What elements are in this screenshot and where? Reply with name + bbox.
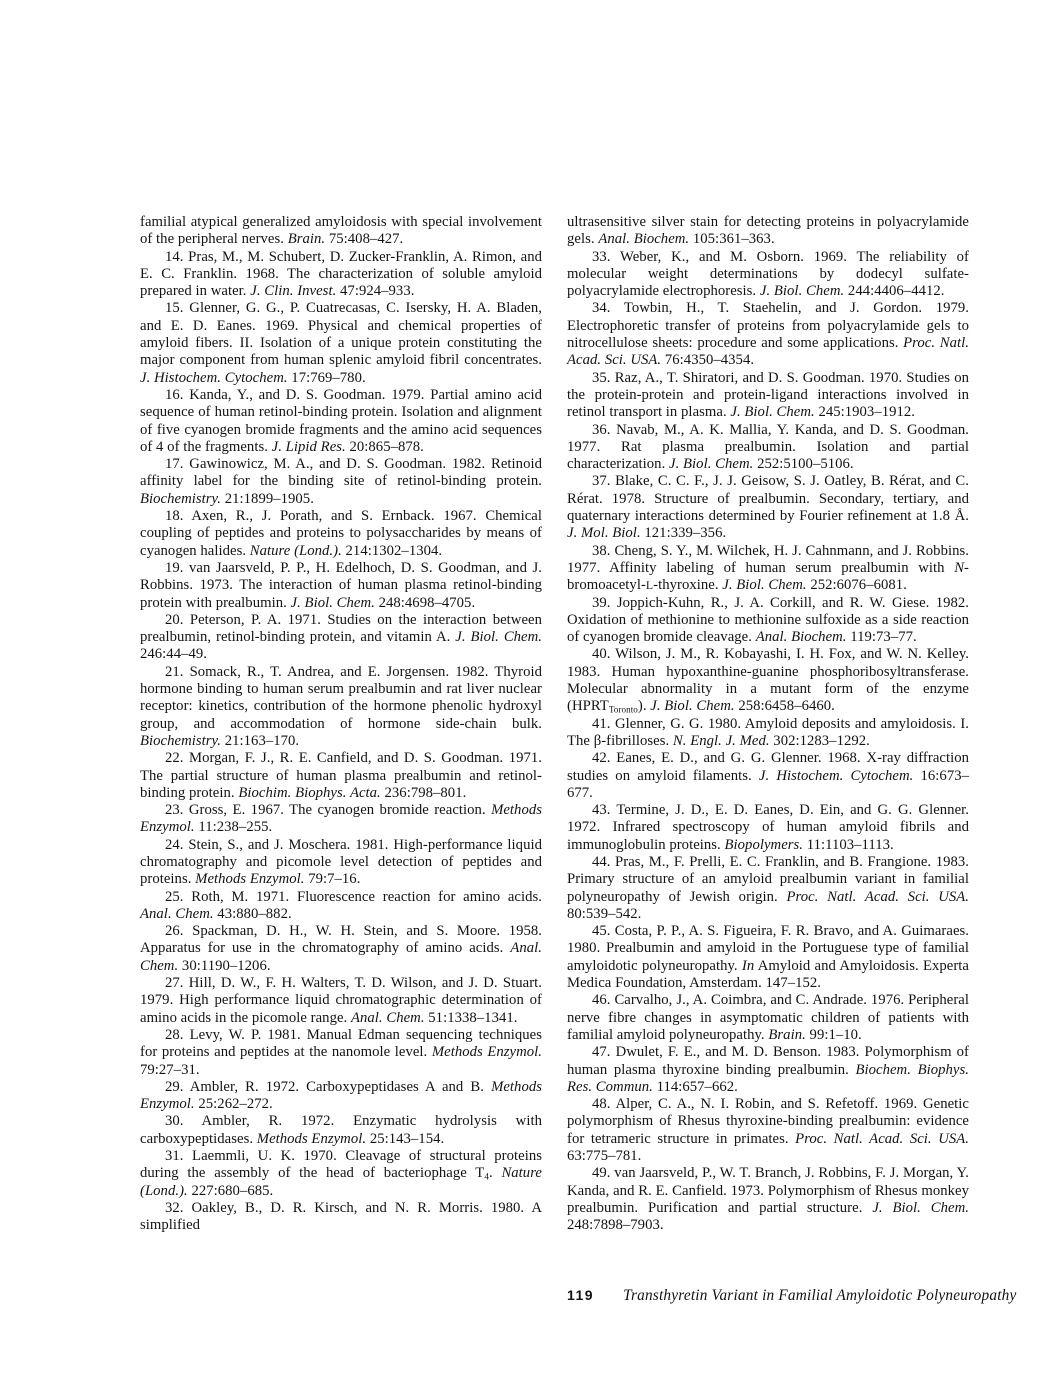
reference-entry — [140, 387, 542, 456]
reference-text: 302:1283–1292. — [769, 732, 870, 749]
journal-name-italic: J. Lipid Res. — [271, 438, 346, 455]
reference-entry — [140, 889, 542, 924]
journal-name-italic: Anal. Biochem. — [598, 231, 690, 248]
reference-text: 47. Dwulet, F. E., and M. D. Benson. 1983. Polymorphism of human plasma thyroxine binding prealbumin. — [567, 1044, 969, 1078]
reference-text: 40. Wilson, J. M., R. Kobayashi, I. H. Fox, and W. N. Kelley. 1983. Human hypoxanthine-guanine phosphoribosyltransferase. Molecular abnormality in a mutant form of the enzyme (HPRT — [567, 646, 969, 715]
journal-name-italic: Methods Enzymol. — [140, 1078, 542, 1113]
reference-entry — [567, 1165, 969, 1234]
journal-name-italic: Biochemistry. — [140, 490, 222, 507]
reference-text: 30. Ambler, R. 1972. Enzymatic hydrolysis with carboxypeptidases. — [140, 1113, 542, 1147]
reference-text: 244:4406–4412. — [844, 283, 945, 300]
reference-text: 19. van Jaarsveld, P. P., H. Edelhoch, D. S. Goodman, and J. Robbins. 1973. The interaction of human plasma retinol-binding protein with prealbumin. — [140, 559, 542, 611]
references-column-right — [567, 214, 969, 1235]
journal-name-italic: Proc. Natl. Acad. Sci. USA. — [786, 888, 970, 905]
reference-text: 17:769–780. — [287, 369, 366, 386]
reference-entry — [140, 837, 542, 889]
reference-entry — [140, 560, 542, 612]
reference-text: 22. Morgan, F. J., R. E. Canfield, and D. S. Goodman. 1971. The partial structure of human plasma prealbumin and retinol-binding protein. — [140, 750, 542, 801]
subscript-text: Toronto — [608, 704, 638, 715]
reference-text: 248:4698–4705. — [374, 594, 476, 611]
reference-entry — [567, 716, 969, 751]
reference-entry — [140, 1079, 542, 1114]
journal-name-italic: Anal. Chem. — [350, 1009, 425, 1026]
reference-entry — [140, 300, 542, 386]
journal-name-italic: Biochem. Biophys. Res. Commun. — [567, 1061, 969, 1095]
journal-name-italic: Brain. — [768, 1026, 806, 1043]
reference-entry — [140, 1113, 542, 1148]
journal-name-italic: Proc. Natl. Acad. Sci. USA. — [567, 335, 969, 369]
smallcap-text: L — [645, 579, 654, 593]
reference-text: 75:408–427. — [325, 231, 404, 248]
reference-entry — [567, 422, 969, 474]
reference-entry — [140, 456, 542, 508]
reference-text: 46. Carvalho, J., A. Coimbra, and C. Andrade. 1976. Peripheral nerve fibre changes in asymptomatic children of patients with familial amyloid polyneuropathy. — [567, 992, 969, 1043]
reference-text: -thyroxine. — [653, 577, 723, 594]
journal-name-italic: Methods Enzymol. — [195, 871, 305, 888]
journal-name-italic: Methods Enzymol. — [431, 1044, 542, 1061]
journal-name-italic: Nature (Lond.). — [249, 542, 342, 559]
reference-entry — [567, 1096, 969, 1165]
reference-text: 76:4350–4354. — [661, 352, 755, 369]
journal-name-italic: J. Biol. Chem. — [872, 1199, 969, 1216]
reference-text: 121:339–356. — [640, 525, 727, 542]
reference-text: . — [488, 1165, 502, 1182]
reference-text: 258:6458–6460. — [734, 698, 835, 715]
reference-entry — [140, 664, 542, 750]
reference-text: 16. Kanda, Y., and D. S. Goodman. 1979. Partial amino acid sequence of human retinol-binding protein. Isolation and alignment of five cyanogen bromide fragments and the amino acid sequences of 4 of the fragments. — [140, 386, 542, 455]
reference-text: familial atypical generalized amyloidosis with special involvement of the peripheral nerves. — [140, 214, 542, 248]
reference-text: 45. Costa, P. P., A. S. Figueira, F. R. Bravo, and A. Guimaraes. 1980. Prealbumin and amyloid in the Portuguese type of familial amyloidotic polyneuropathy. — [567, 923, 969, 974]
reference-entry — [567, 992, 969, 1044]
reference-entry — [567, 854, 969, 923]
reference-text: ultrasensitive silver stain for detecting proteins in polyacrylamide gels. — [567, 214, 969, 248]
journal-name-italic: J. Biol. Chem. — [722, 577, 807, 594]
reference-text: 21:1899–1905. — [221, 490, 314, 507]
journal-name-italic: Biochemistry. — [140, 732, 222, 749]
reference-text: 252:5100–5106. — [753, 456, 854, 473]
reference-entry — [567, 1044, 969, 1096]
reference-text: 236:798–801. — [380, 784, 467, 801]
reference-continuation — [140, 214, 542, 249]
journal-name-italic: J. Biol. Chem. — [290, 594, 375, 611]
reference-text: 39. Joppich-Kuhn, R., J. A. Corkill, and R. W. Giese. 1982. Oxidation of methionine to methionine sulfoxide as a side reaction of cyanogen bromide cleavage. — [567, 594, 969, 646]
journal-name-italic: Biopolymers. — [724, 836, 804, 853]
reference-entry — [140, 612, 542, 664]
journal-name-italic: J. Mol. Biol. — [567, 525, 641, 542]
page-footer — [567, 1287, 1017, 1305]
reference-text: 20:865–878. — [345, 438, 424, 455]
reference-entry — [140, 249, 542, 301]
subscript-text: 4 — [484, 1171, 489, 1182]
reference-entry — [567, 370, 969, 422]
reference-entry — [140, 1148, 542, 1200]
reference-text: 35. Raz, A., T. Shiratori, and D. S. Goodman. 1970. Studies on the protein-protein and protein-ligand interactions involved in retinol transport in plasma. — [567, 369, 969, 421]
journal-name-italic: J. Biol. Chem. — [455, 629, 543, 646]
reference-text: Amyloid and Amyloidosis. Experta Medica Foundation, Amsterdam. 147–152. — [567, 957, 969, 992]
reference-text: 28. Levy, W. P. 1981. Manual Edman sequencing techniques for proteins and peptides at the nanomole level. — [140, 1026, 542, 1061]
reference-entry — [140, 1200, 542, 1235]
reference-text: 245:1903–1912. — [814, 404, 916, 421]
references-column-left — [140, 214, 542, 1235]
reference-text: 33. Weber, K., and M. Osborn. 1969. The reliability of molecular weight determinations by dodecyl sulfate-polyacrylamide electrophoresis. — [567, 248, 969, 300]
journal-name-italic: J. Histochem. Cytochem. — [140, 369, 288, 386]
reference-text: 25. Roth, M. 1971. Fluorescence reaction for amino acids. — [165, 888, 542, 905]
reference-text: 44. Pras, M., F. Prelli, E. C. Franklin, and B. Frangione. 1983. Primary structure of an amyloid prealbumin variant in familial polyneuropathy of Jewish origin. — [567, 853, 969, 905]
reference-entry — [567, 646, 969, 715]
reference-text: 80:539–542. — [567, 905, 642, 922]
reference-text: 43. Termine, J. D., E. D. Eanes, D. Ein, and G. G. Glenner. 1972. Infrared spectroscopy of human amyloid fibrils and immunoglobulin proteins. — [567, 802, 969, 853]
reference-text: -bromoacetyl- — [567, 559, 969, 594]
reference-text: 14. Pras, M., M. Schubert, D. Zucker-Franklin, A. Rimon, and E. C. Franklin. 1968. The characterization of soluble amyloid prepared in water. — [140, 248, 542, 300]
journal-name-italic: J. Biol. Chem. — [759, 283, 845, 300]
reference-text: 24. Stein, S., and J. Moschera. 1981. High-performance liquid chromatography and picomole level detection of peptides and proteins. — [140, 836, 542, 888]
reference-text: 31. Laemmli, U. K. 1970. Cleavage of structural proteins during the assembly of the head of bacteriophage T — [140, 1148, 542, 1182]
reference-text: 105:361–363. — [689, 231, 775, 248]
reference-entry — [567, 300, 969, 369]
reference-text: 43:880–882. — [213, 905, 292, 922]
reference-text: 79:7–16. — [304, 871, 361, 888]
reference-text: 214:1302–1304. — [341, 542, 443, 559]
reference-text: 63:775–781. — [567, 1148, 642, 1165]
reference-text: 23. Gross, E. 1967. The cyanogen bromide reaction. — [165, 802, 492, 819]
reference-text: 38. Cheng, S. Y., M. Wilchek, H. J. Cahnmann, and J. Robbins. 1977. Affinity labeling of human serum prealbumin with — [567, 542, 969, 576]
reference-entry — [567, 249, 969, 301]
journal-name-italic: Biochim. Biophys. Acta. — [238, 784, 381, 801]
page-number: 119 — [567, 1287, 595, 1303]
reference-text: 25:143–154. — [366, 1130, 445, 1147]
references-section — [140, 214, 969, 1235]
reference-entry — [140, 923, 542, 975]
reference-entry — [567, 473, 969, 542]
journal-name-italic: Anal. Chem. — [140, 905, 214, 922]
journal-name-italic: Brain. — [287, 231, 326, 248]
reference-entry — [140, 802, 542, 837]
reference-continuation — [567, 214, 969, 249]
journal-name-italic: N — [954, 559, 965, 576]
journal-name-italic: J. Clin. Invest. — [250, 283, 337, 300]
reference-text: 37. Blake, C. C. F., J. J. Geisow, S. J. Oatley, B. Rérat, and C. Rérat. 1978. Structure of prealbumin. Secondary, tertiary, and quaternary interactions determined by Fourier refinement at 1.8 Å. — [567, 473, 969, 525]
journal-name-italic: Anal. Biochem. — [755, 629, 847, 646]
journal-name-italic: In — [741, 957, 755, 974]
journal-name-italic: N. Engl. J. Med. — [672, 732, 770, 749]
journal-name-italic: J. Biol. Chem. — [669, 456, 754, 473]
reference-text: 21. Somack, R., T. Andrea, and E. Jorgensen. 1982. Thyroid hormone binding to human serum prealbumin and rat liver nuclear receptor: kinetics, contribution of the hormone phenolic hydroxyl group, and accommodation of hormone side-chain bulk. — [140, 663, 542, 732]
journal-name-italic: Methods Enzymol. — [256, 1130, 367, 1147]
reference-text: 17. Gawinowicz, M. A., and D. S. Goodman. 1982. Retinoid affinity label for the binding site of retinol-binding protein. — [140, 456, 542, 490]
reference-text: 20. Peterson, P. A. 1971. Studies on the interaction between prealbumin, retinol-binding protein, and vitamin A. — [140, 611, 542, 646]
reference-text: 227:680–685. — [187, 1182, 274, 1199]
reference-text: ). — [637, 698, 651, 715]
reference-text: 29. Ambler, R. 1972. Carboxypeptidases A and B. — [165, 1078, 492, 1095]
reference-text: 248:7898–7903. — [567, 1217, 664, 1234]
reference-text: 49. van Jaarsveld, P., W. T. Branch, J. Robbins, F. J. Morgan, Y. Kanda, and R. E. Canfield. 1973. Polymorphism of Rhesus monkey prealbumin. Purification and partial structure. — [567, 1165, 969, 1216]
reference-entry — [140, 1027, 542, 1079]
reference-entry — [567, 750, 969, 802]
reference-text: 21:163–170. — [221, 732, 300, 749]
running-title: Transthyretin Variant in Familial Amyloidotic Polyneuropathy — [623, 1287, 1017, 1304]
reference-text: 34. Towbin, H., T. Staehelin, and J. Gordon. 1979. Electrophoretic transfer of proteins from polyacrylamide gels to nitrocellulose sheets: procedure and some applications. — [567, 300, 969, 352]
reference-text: 41. Glenner, G. G. 1980. Amyloid deposits and amyloidosis. I. The β-fibrilloses. — [567, 715, 969, 749]
reference-text: 79:27–31. — [140, 1061, 200, 1078]
reference-entry — [567, 923, 969, 992]
reference-entry — [567, 543, 969, 595]
journal-name-italic: Nature (Lond.). — [140, 1165, 542, 1199]
reference-text: 18. Axen, R., J. Porath, and S. Ernback. 1967. Chemical coupling of peptides and proteins to polysaccharides by means of cyanogen halides. — [140, 508, 542, 559]
reference-text: 119:73–77. — [846, 629, 917, 646]
reference-text: 16:673–677. — [567, 767, 969, 801]
reference-text: 11:238–255. — [194, 819, 273, 836]
reference-text: 42. Eanes, E. D., and G. G. Glenner. 1968. X-ray diffraction studies on amyloid filaments. — [567, 750, 969, 784]
reference-text: 36. Navab, M., A. K. Mallia, Y. Kanda, and D. S. Goodman. 1977. Rat plasma prealbumin. Isolation and partial characterization. — [567, 421, 969, 473]
reference-text: 30:1190–1206. — [178, 957, 271, 974]
reference-entry — [567, 802, 969, 854]
journal-name-italic: Methods Enzymol. — [140, 802, 542, 836]
reference-text: 26. Spackman, D. H., W. H. Stein, and S. Moore. 1958. Apparatus for use in the chromatography of amino acids. — [140, 923, 542, 957]
reference-text: 27. Hill, D. W., F. H. Walters, T. D. Wilson, and J. D. Stuart. 1979. High performance liquid chromatographic determination of amino acids in the picomole range. — [140, 975, 542, 1026]
journal-name-italic: J. Biol. Chem. — [650, 698, 735, 715]
reference-text: 47:924–933. — [336, 283, 415, 300]
reference-text: 51:1338–1341. — [424, 1009, 518, 1026]
reference-text: 48. Alper, C. A., N. I. Robin, and S. Refetoff. 1969. Genetic polymorphism of Rhesus thyroxine-binding prealbumin: evidence for tetrameric structure in primates. — [567, 1096, 969, 1147]
journal-name-italic: J. Biol. Chem. — [730, 404, 815, 421]
reference-text: 252:6076–6081. — [806, 577, 907, 594]
reference-text: 25:262–272. — [194, 1096, 273, 1113]
journal-name-italic: Anal. Chem. — [140, 940, 542, 974]
reference-text: 15. Glenner, G. G., P. Cuatrecasas, C. Isersky, H. A. Bladen, and E. D. Eanes. 1969. Physical and chemical properties of amyloid fibers. II. Isolation of a unique protein constituting the major component from human splenic amyloid fibril concentrates. — [140, 300, 542, 369]
reference-text: 32. Oakley, B., D. R. Kirsch, and N. R. Morris. 1980. A simplified — [140, 1199, 542, 1234]
reference-text: 114:657–662. — [652, 1078, 738, 1095]
reference-text: 246:44–49. — [140, 646, 208, 663]
journal-name-italic: Proc. Natl. Acad. Sci. USA. — [795, 1130, 970, 1147]
journal-name-italic: J. Histochem. Cytochem. — [758, 767, 914, 784]
reference-entry — [567, 595, 969, 647]
reference-text: 99:1–10. — [805, 1026, 862, 1043]
reference-entry — [140, 508, 542, 560]
reference-entry — [140, 975, 542, 1027]
reference-text: 11:1103–1113. — [803, 836, 894, 853]
reference-entry — [140, 750, 542, 802]
